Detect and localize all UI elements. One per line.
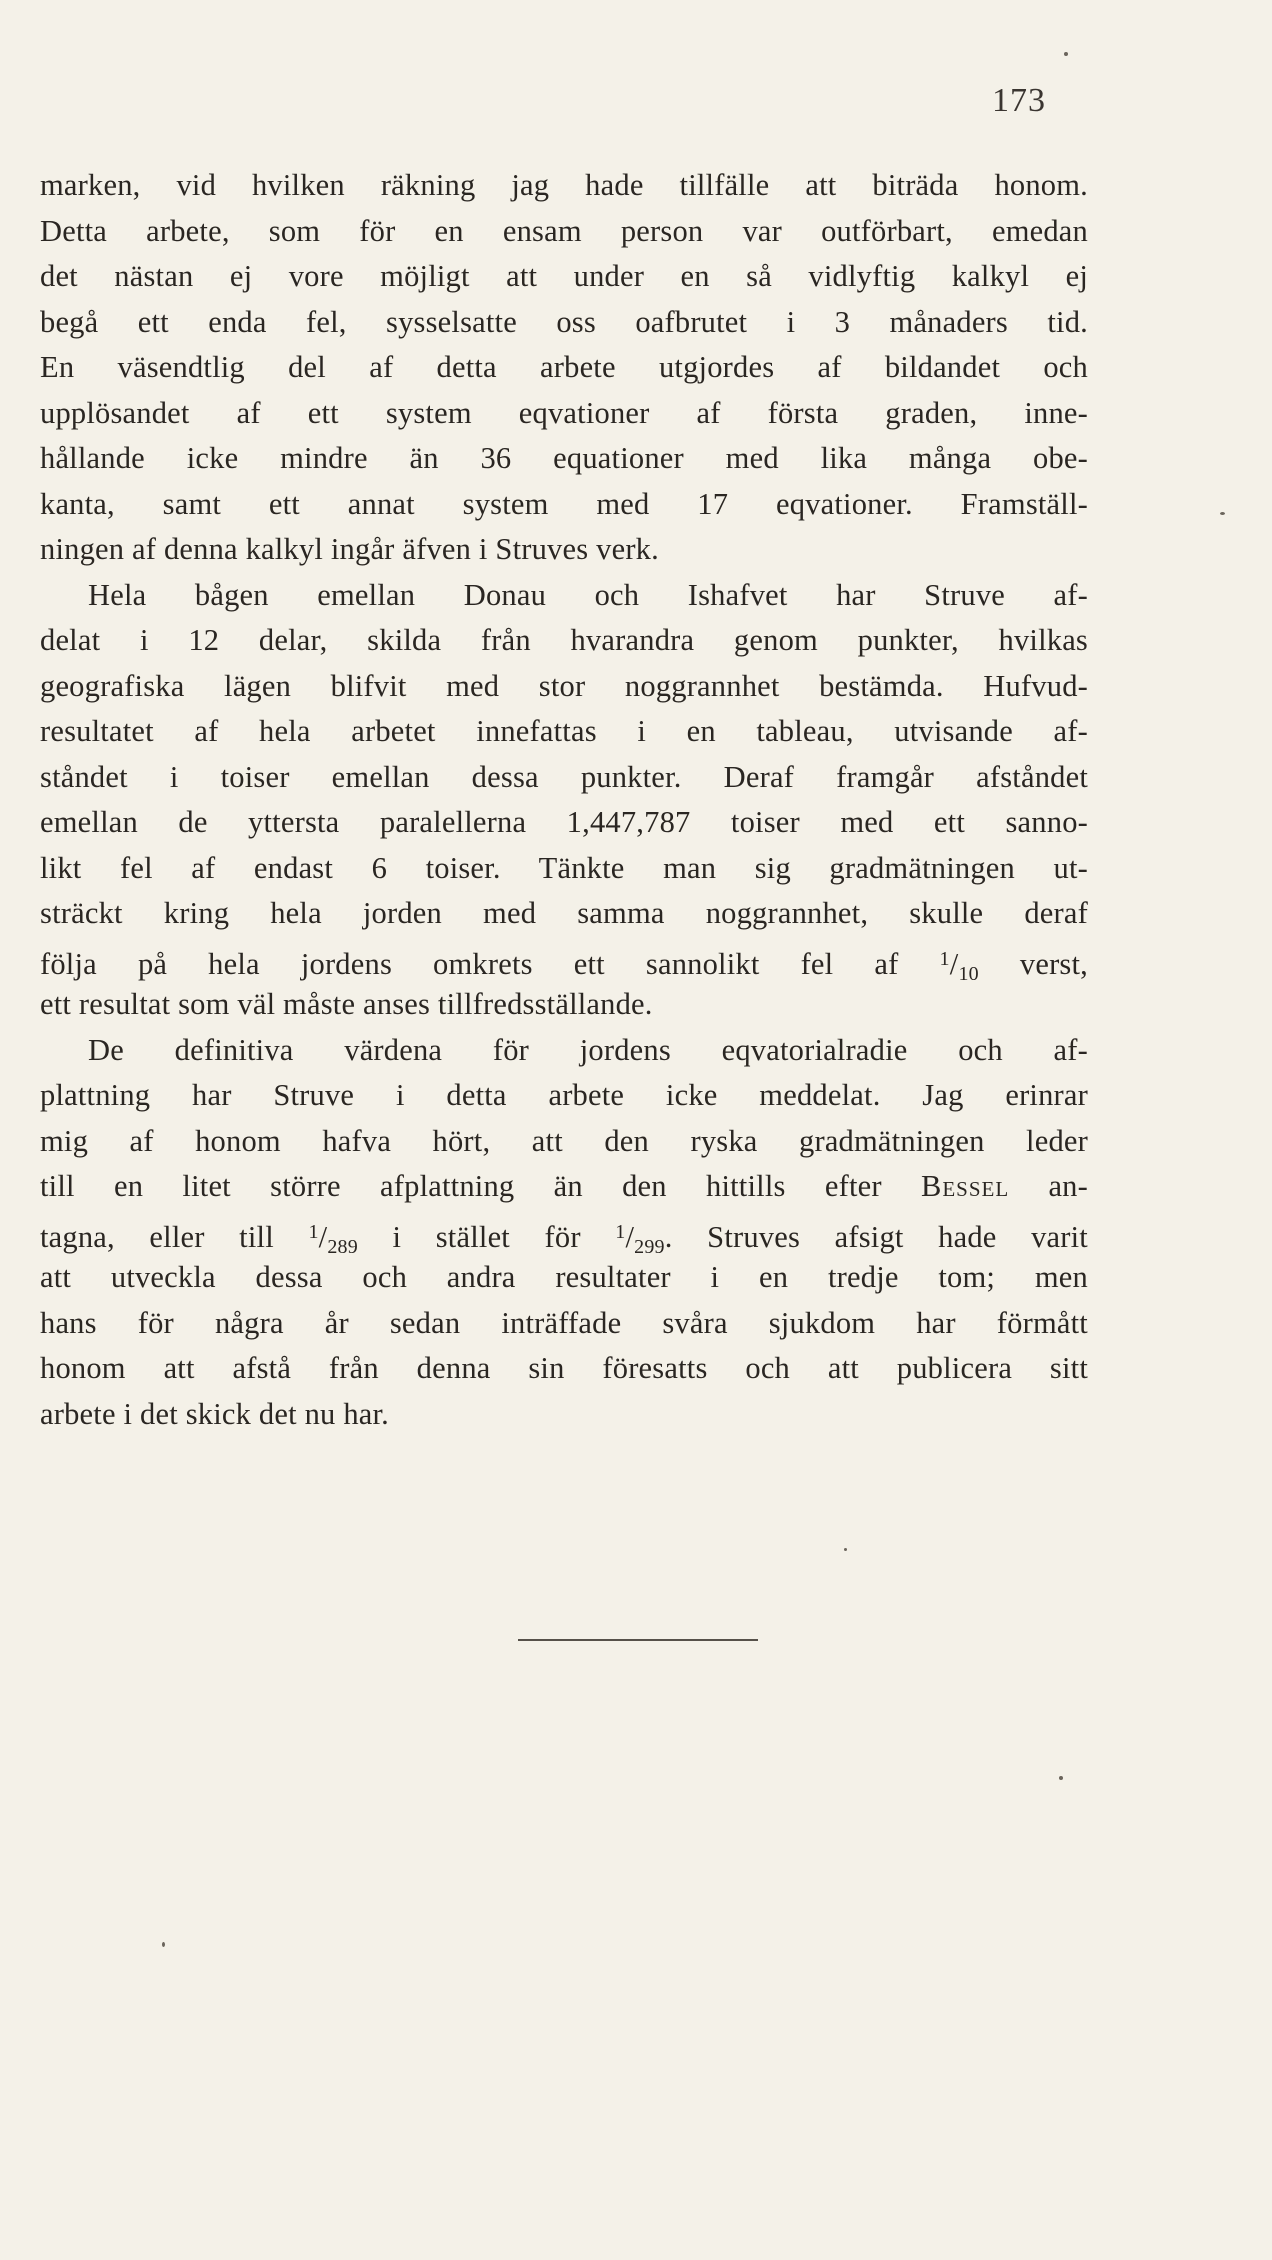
fraction-denominator: 299 <box>634 1235 665 1258</box>
text-segment: . Struves afsigt hade varit <box>664 1219 1088 1254</box>
fraction-numerator: 1 <box>939 947 950 970</box>
paper-speck <box>844 1548 847 1551</box>
text-line: plattning har Struve i detta arbete icke meddelat. Jag erinrar <box>40 1078 1088 1112</box>
paragraph-start-line: Hela bågen emellan Donau och Ishafvet har Struve af- <box>88 577 1088 612</box>
text-line-with-name <box>40 1164 1088 1210</box>
text-line: En väsendtlig del af detta arbete utgjordes af bildandet och <box>40 350 1088 384</box>
text-line: hållande icke mindre än 36 equationer med lika många obe- <box>40 441 1088 475</box>
fraction-numerator: 1 <box>308 1220 319 1243</box>
text-line: hans för några år sedan inträffade svåra sjukdom har förmått <box>40 1305 1088 1340</box>
text-line: det nästan ej vore möjligt att under en så vidlyftig kalkyl ej <box>40 259 1088 293</box>
text-line: ståndet i toiser emellan dessa punkter. Deraf framgår afståndet <box>40 759 1088 794</box>
body-text <box>40 163 1088 1437</box>
page-number: 173 <box>992 82 1046 119</box>
fraction-denominator: 10 <box>958 962 979 985</box>
text-line: likt fel af endast 6 toiser. Tänkte man sig gradmätningen ut- <box>40 850 1088 885</box>
text-line: honom att afstå från denna sin föresatts och att publicera sitt <box>40 1351 1088 1385</box>
text-segment: verst, <box>978 946 1089 981</box>
text-line: att utveckla dessa och andra resultater i en tredje tom; men <box>40 1260 1088 1294</box>
author-name: Bessel <box>920 1169 1010 1203</box>
text-segment: följa på hela jordens omkrets ett sannolikt fel af <box>40 946 940 981</box>
text-segment: till en litet större afplattning än den hittills efter <box>40 1169 921 1203</box>
text-line: marken, vid hvilken räkning jag hade tillfälle att biträda honom. <box>40 168 1088 202</box>
text-line-with-fraction: följa på hela jordens omkrets ett sannolikt fel af $^1$/10 verst, <box>40 946 1089 985</box>
text-line-with-fractions: tagna, eller till $^1$/289 i stället för $^1$/299. Struves afsigt hade varit <box>40 1219 1088 1258</box>
text-line: arbete i det skick det nu har. <box>40 1396 390 1431</box>
section-divider <box>518 1639 758 1641</box>
text-line: mig af honom hafva hört, att den ryska gradmätningen leder <box>40 1123 1088 1158</box>
text-segment: an- <box>1009 1169 1088 1203</box>
text-line: geografiska lägen blifvit med stor noggrannhet bestämda. Hufvud- <box>40 668 1088 703</box>
paper-speck <box>1059 1776 1063 1780</box>
fraction-denominator: 289 <box>327 1235 358 1258</box>
paper-speck <box>162 1942 165 1947</box>
paper-speck <box>1220 512 1225 515</box>
text-line: kanta, samt ett annat system med 17 eqvationer. Framställ- <box>40 486 1088 521</box>
text-line: upplösandet af ett system eqvationer af första graden, inne- <box>40 395 1088 430</box>
paper-speck <box>1064 52 1068 56</box>
text-segment: tagna, eller till <box>40 1219 309 1254</box>
text-line: Detta arbete, som för en ensam person var outförbart, emedan <box>40 213 1088 248</box>
fraction-numerator: 1 <box>615 1220 626 1243</box>
text-line: emellan de yttersta paralellerna 1,447,787 toiser med ett sanno- <box>40 805 1088 839</box>
text-line: resultatet af hela arbetet innefattas i en tableau, utvisande af- <box>40 714 1088 748</box>
text-line: ett resultat som väl måste anses tillfredsställande. <box>40 987 653 1021</box>
text-segment: i stället för <box>357 1219 616 1254</box>
text-line: delat i 12 delar, skilda från hvarandra genom punkter, hvilkas <box>40 623 1088 657</box>
text-line: begå ett enda fel, sysselsatte oss oafbrutet i 3 månaders tid. <box>40 304 1088 339</box>
text-line: ningen af denna kalkyl ingår äfven i Struves verk. <box>40 532 659 566</box>
paragraph-start-line: De definitiva värdena för jordens eqvatorialradie och af- <box>88 1032 1088 1067</box>
text-line: sträckt kring hela jorden med samma noggrannhet, skulle deraf <box>40 896 1088 930</box>
